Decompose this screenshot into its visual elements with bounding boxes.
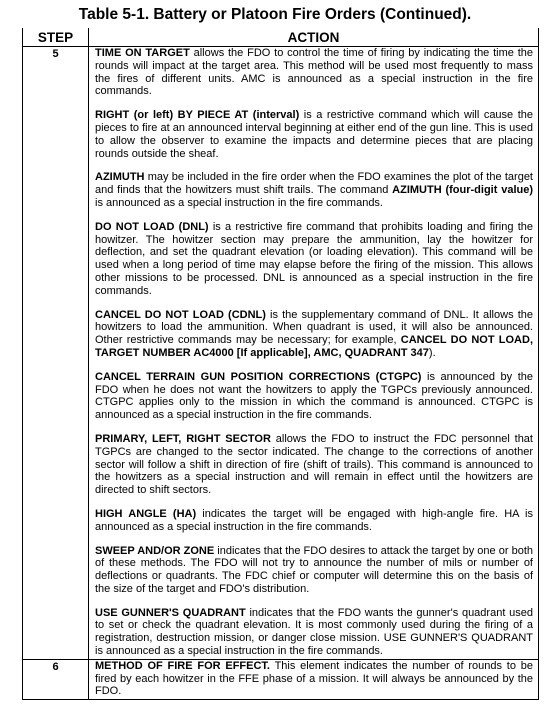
action-paragraph xyxy=(95,221,533,298)
table-body xyxy=(23,47,539,700)
action-paragraph xyxy=(95,171,533,209)
bold-term: CANCEL DO NOT LOAD, TARGET NUMBER AC4000 [If applicable], AMC, QUADRANT 347 xyxy=(95,334,533,359)
bold-term: DO NOT LOAD (DNL) xyxy=(95,220,209,233)
action-paragraph xyxy=(95,47,533,98)
paragraph-text: is the supplementary command of DNL. It allows the howitzers to load the ammunition. When quadrant is used, it will also be announced. Other restrictive commands may be necessary; for example, xyxy=(95,308,533,347)
action-column-header: ACTION xyxy=(89,28,539,47)
bold-term: AZIMUTH (four-digit value) xyxy=(392,184,534,197)
paragraph-text: is announced by the FDO when he does not want the howitzers to apply the TGPCs previously announced. CTGPC applies only to the mission in which the command is announced. CTGPC is announced as a special instruction in the fire commands. xyxy=(95,370,533,422)
fire-orders-table xyxy=(22,28,539,700)
bold-term: USE GUNNER'S QUADRANT xyxy=(95,606,246,619)
action-paragraph xyxy=(95,545,533,596)
bold-term: TIME ON TARGET xyxy=(95,47,190,59)
step-column-header: STEP xyxy=(23,28,89,47)
action-paragraph xyxy=(95,660,533,698)
bold-term: CANCEL DO NOT LOAD (CDNL) xyxy=(95,308,266,321)
paragraph-text: allows the FDO to control the time of firing by indicating the time the rounds will impact at the target area. This method will be used most frequently to mass the fires of different units. AMC is announced as a special instruction in the fire commands. xyxy=(95,47,533,98)
paragraph-text: indicates that the FDO desires to attack the target by one or both of these methods. The FDO will not try to announce the number of mils or number of deflections or quadrants. The FDC chief or computer will determine this on the basis of the size of the target and FDO's distribution. xyxy=(95,544,533,595)
paragraph-text: allows the FDO to instruct the FDC personnel that TGPCs are changed to the sector indicated. The change to the corrections of another sector will follow a shift in direction of fire (shift of trails). This command is announced to the howitzers as a special instruction and will remain in effect until the howitzers are directed to shift sectors. xyxy=(95,432,533,497)
paragraph-text: may be included in the fire order when the FDO examines the plot of the target and finds that the howitzers must shift trails. The command xyxy=(95,171,533,197)
paragraph-text: is announced as a special instruction in the fire commands. xyxy=(95,196,383,209)
table-row xyxy=(23,47,539,660)
action-paragraph xyxy=(95,607,533,658)
bold-term: PRIMARY, LEFT, RIGHT SECTOR xyxy=(95,432,271,445)
table-row xyxy=(23,659,539,699)
table-title: Table 5-1. Battery or Platoon Fire Orders (Continued). xyxy=(78,6,472,23)
paragraph-text: indicates the target will be engaged with high-angle fire. HA is announced as a special instruction in the fire commands. xyxy=(95,507,533,533)
bold-term: CANCEL TERRAIN GUN POSITION CORRECTIONS (CTGPC) xyxy=(95,370,422,383)
bold-term: AZIMUTH xyxy=(95,171,145,184)
action-paragraph xyxy=(95,371,533,422)
action-paragraph xyxy=(95,109,533,160)
paragraph-text: This element indicates the number of rounds to be fired by each howitzer in the FFE phase of a mission. It will always be announced by the FDO. xyxy=(95,659,533,698)
bold-term: HIGH ANGLE (HA) xyxy=(95,507,197,520)
action-paragraph xyxy=(95,433,533,497)
action-cell xyxy=(89,659,539,699)
paragraph-text: ). xyxy=(428,346,436,359)
action-cell xyxy=(89,47,539,660)
step-number: 6 xyxy=(23,659,89,699)
paragraph-text: is a restrictive fire command that prohibits loading and firing the howitzer. The howitzer section may prepare the ammunition, lay the howitzer for deflection, and set the quadrant elevation (or loading elevation). This command will be used when a long period of time may elapse before the firing of the mission. This allows other missions to be processed. DNL is announced as a special instruction in the fire commands. xyxy=(95,220,533,297)
paragraph-text: indicates that the FDO wants the gunner's quadrant used to set or check the quadrant elevation. It is most commonly used during the firing of a registration, destruction mission, or danger close mission. USE GUNNER'S QUADRANT is announced as a special instruction in the fire commands. xyxy=(95,606,533,658)
step-number: 5 xyxy=(23,47,89,660)
action-paragraph xyxy=(95,508,533,534)
bold-term: RIGHT (or left) BY PIECE AT (interval) xyxy=(95,109,300,122)
header-row xyxy=(23,28,539,47)
bold-term: SWEEP AND/OR ZONE xyxy=(95,544,215,557)
action-paragraph xyxy=(95,309,533,360)
paragraph-text: is a restrictive command which will cause the pieces to fire at an announced interval beginning at either end of the gun line. This is used to allow the observer to examine the impacts and determine pieces that are placing rounds outside the sheaf. xyxy=(95,109,533,160)
bold-term: METHOD OF FIRE FOR EFFECT. xyxy=(95,659,270,672)
